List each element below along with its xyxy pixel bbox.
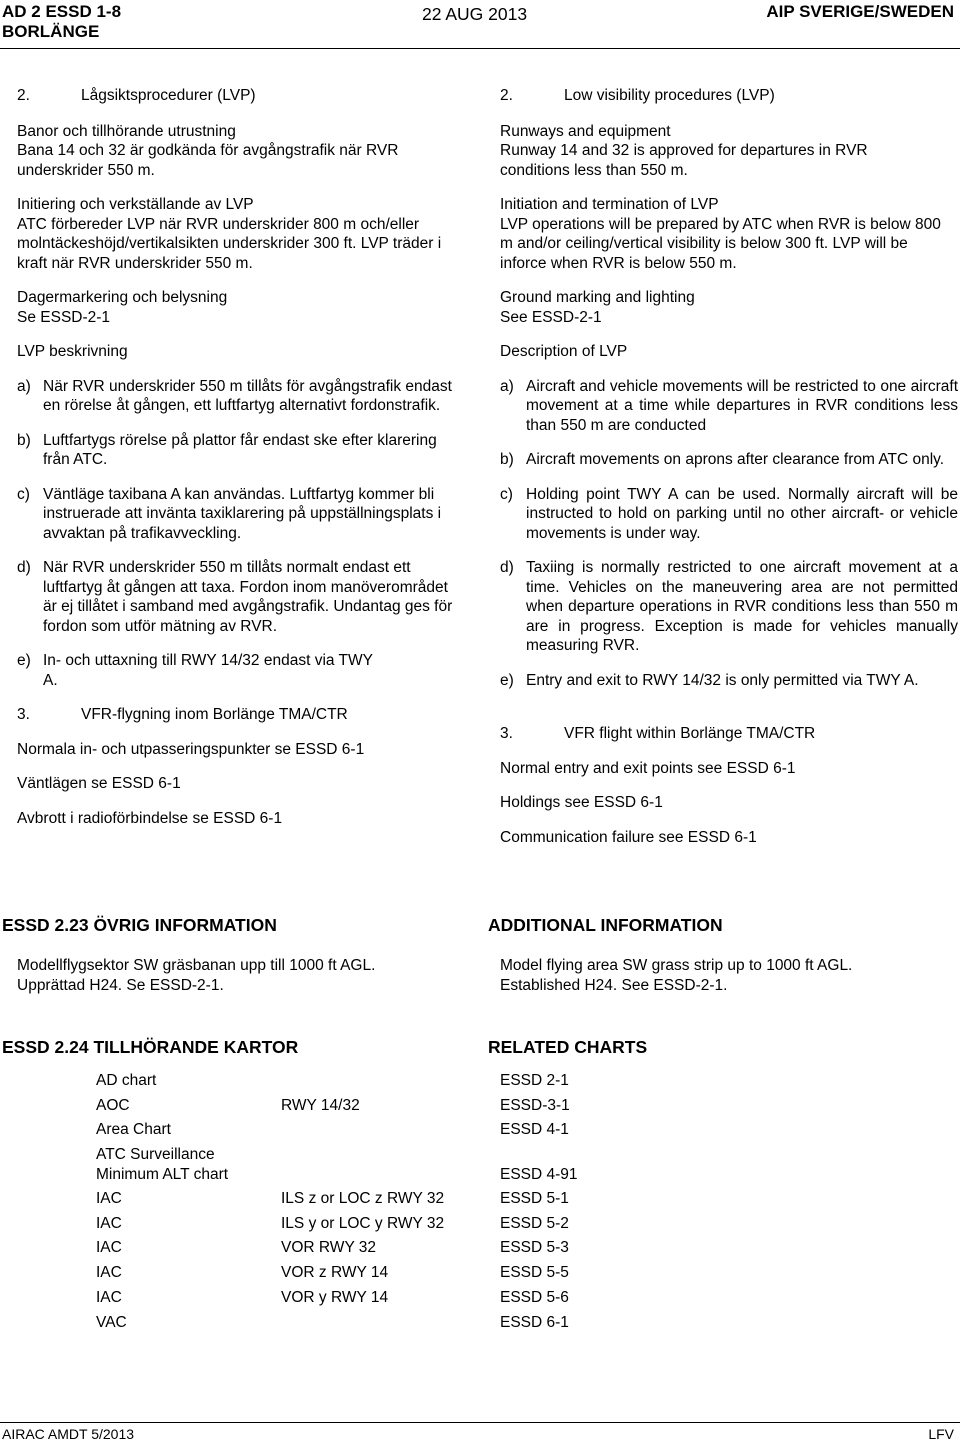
list-item: b) Aircraft movements on aprons after clearance from ATC only. <box>500 451 945 468</box>
list-item: a) När RVR underskrider 550 m tillåts för avgångstrafik endast en rörelse åt gången, ett luftfartyg alternativt fordonstrafik. <box>17 377 452 414</box>
section-2-title-en: 2. Low visibility procedures (LVP) <box>500 87 775 104</box>
model-flying-text-sv: Modellflygsektor SW gräsbanan upp till 1000 ft AGL. Upprättad H24. Se ESSD-2-1. <box>17 957 376 994</box>
list-item: c) Holding point TWY A can be used. Normally aircraft will be instructed to hold on parking until no other aircraft- or vehicle movements is under way. <box>500 485 958 542</box>
page-id <box>2 2 121 42</box>
section-2-23-heading-sv: ESSD 2.23 ÖVRIG INFORMATION <box>2 915 277 935</box>
ground-heading-en: Ground marking and lighting <box>500 289 695 306</box>
holdings-sv: Väntlägen se ESSD 6-1 <box>17 775 181 792</box>
publication-date: 22 AUG 2013 <box>422 4 528 24</box>
list-item: a) Aircraft and vehicle movements will be restricted to one aircraft movement at a time while departures in RVR conditions less than 550 m are conducted <box>500 377 958 434</box>
list-item: c) Väntläge taxibana A kan användas. Luftfartyg kommer bli instruerade att invänta taxiklarering på uppställningsplats i avvaktan på trafikavveckling. <box>17 485 442 542</box>
comm-failure-en: Communication failure see ESSD 6-1 <box>500 828 757 846</box>
runways-text-sv: Bana 14 och 32 är godkända för avgångstrafik när RVR underskrider 550 m. <box>17 142 399 179</box>
init-heading-en: Initiation and termination of LVP <box>500 196 719 213</box>
section-2-title-sv: 2. Lågsiktsprocedurer (LVP) <box>17 87 256 104</box>
runways-heading-sv: Banor och tillhörande utrustning <box>17 122 236 140</box>
entry-exit-sv: Normala in- och utpasseringspunkter se ESSD 6-1 <box>17 740 365 758</box>
desc-heading-en: Description of LVP <box>500 343 628 360</box>
publication-title: AIP SVERIGE/SWEDEN <box>766 2 954 21</box>
swedish-column <box>17 86 457 828</box>
ground-text-sv: Se ESSD-2-1 <box>17 308 111 326</box>
list-item: b) Luftfartygs rörelse på plattor får endast ske efter klarering från ATC. <box>17 431 437 468</box>
ground-heading-sv: Dagermarkering och belysning <box>17 289 228 306</box>
list-item: e) Entry and exit to RWY 14/32 is only permitted via TWY A. <box>500 671 919 689</box>
section-3-title-en: 3. VFR flight within Borlänge TMA/CTR <box>500 725 816 742</box>
init-text-en: LVP operations will be prepared by ATC when RVR is below 800 m and/or ceiling/vertical visibility is below 300 ft. LVP will be inforce when RVR is below 550 m. <box>500 215 941 272</box>
runways-heading-en: Runways and equipment <box>500 122 671 140</box>
page-number: AD 2 ESSD 1-8 <box>2 2 122 21</box>
aerodrome-name: BORLÄNGE <box>2 22 100 41</box>
header-divider <box>0 48 960 49</box>
list-item: d) När RVR underskrider 550 m tillåts normalt endast ett luftfartyg åt gången att taxa. Fordon inom manöverområdet är ej tillåtet i samband med avgångstrafik. Undantag ges för fordon som utför mätning av RVR. <box>17 559 453 635</box>
amendment-id: AIRAC AMDT 5/2013 <box>2 1426 135 1442</box>
ground-text-en: See ESSD-2-1 <box>500 308 602 326</box>
footer-divider <box>0 1422 960 1423</box>
runways-text-en: Runway 14 and 32 is approved for departures in RVR conditions less than 550 m. <box>500 142 868 179</box>
comm-failure-sv: Avbrott i radioförbindelse se ESSD 6-1 <box>17 809 283 827</box>
model-flying-text-en: Model flying area SW grass strip up to 1000 ft AGL. Established H24. See ESSD-2-1. <box>500 957 853 994</box>
list-item: d) Taxiing is normally restricted to one aircraft movement at a time. Vehicles on the maneuvering area are not permitted when departure operations in RVR conditions less than 550 m are in progress. Exception is made for vehicles manually measuring RVR. <box>500 559 958 654</box>
desc-heading-sv: LVP beskrivning <box>17 343 128 360</box>
publisher: LFV <box>928 1426 954 1442</box>
section-2-23-heading-en: ADDITIONAL INFORMATION <box>488 915 723 935</box>
init-text-sv: ATC förbereder LVP när RVR underskrider 800 m och/eller molntäckeshöjd/vertikalsikten underskrider 300 ft. LVP träder i kraft när RVR underskrider 550 m. <box>17 215 442 272</box>
entry-exit-en: Normal entry and exit points see ESSD 6-1 <box>500 759 796 777</box>
section-2-24-heading-sv: ESSD 2.24 TILLHÖRANDE KARTOR <box>2 1037 299 1057</box>
section-2-24-heading-en: RELATED CHARTS <box>488 1037 648 1057</box>
section-3-title-sv: 3. VFR-flygning inom Borlänge TMA/CTR <box>17 706 348 723</box>
init-heading-sv: Initiering och verkställande av LVP <box>17 196 254 213</box>
holdings-en: Holdings see ESSD 6-1 <box>500 794 663 811</box>
english-column <box>500 86 958 847</box>
list-item: e) In- och uttaxning till RWY 14/32 endast via TWY A. <box>17 652 373 689</box>
